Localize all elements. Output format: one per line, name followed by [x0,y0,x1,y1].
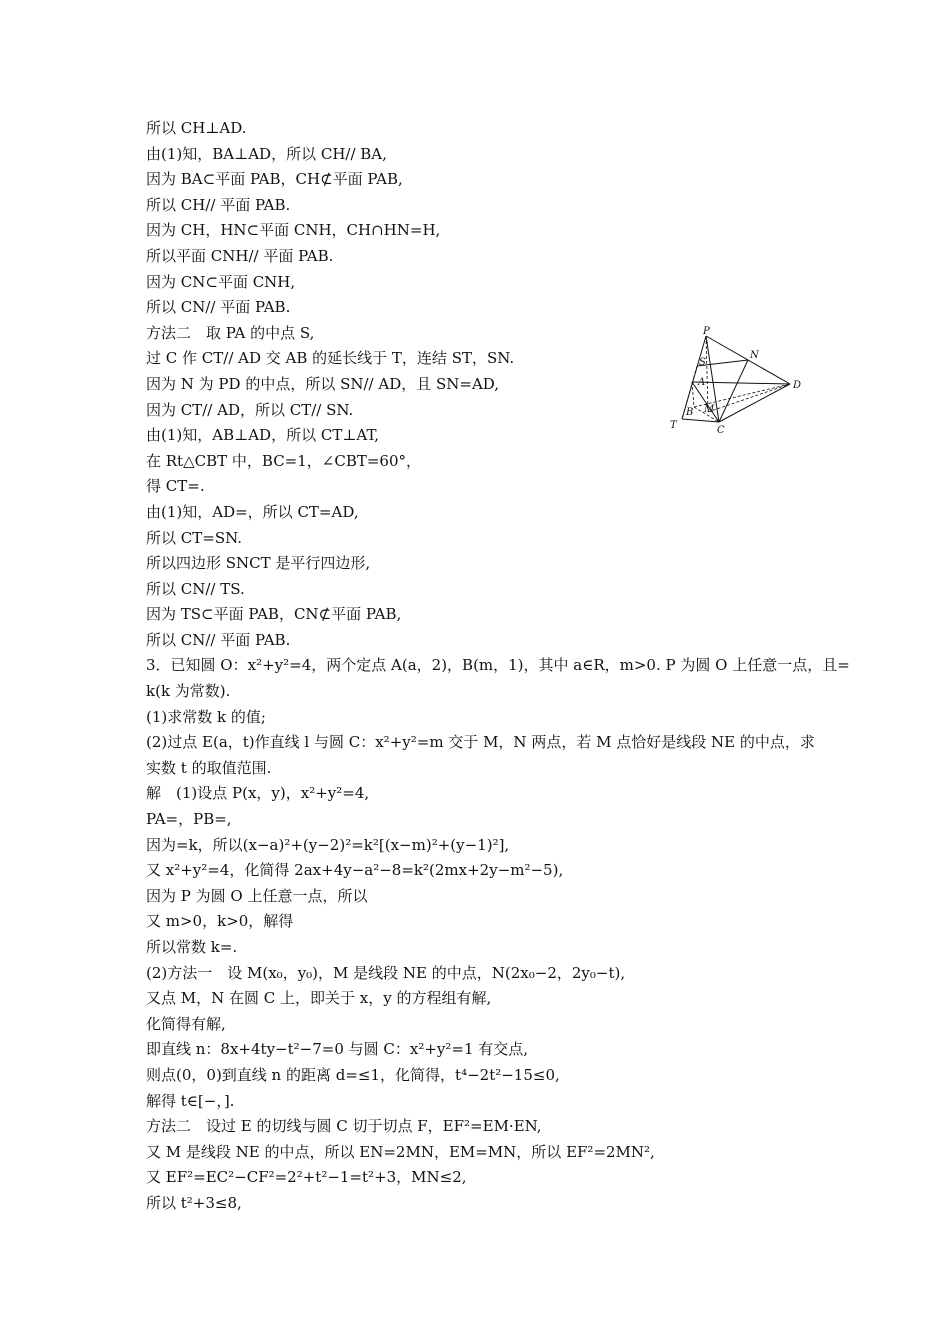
label-N: N [750,350,759,361]
text-line: 因为=k，所以(x−a)²+(y−2)²=k²[(x−m)²+(y−1)²], [146,835,510,854]
text-line: 因为 CH，HN⊂平面 CNH，CH∩HN=H, [146,221,441,240]
text-line: k(k 为常数). [146,682,231,701]
text-line: 因为 CT// AD，所以 CT// SN. [146,400,354,419]
text-line: PA=，PB=, [146,810,232,829]
label-B: B [686,407,694,418]
text-line: 在 Rt△CBT 中，BC=1，∠CBT=60°， [146,451,422,470]
text-line: 得 CT=. [146,477,205,496]
text-line: 因为 BA⊂平面 PAB，CH⊄平面 PAB, [146,170,403,189]
text-line: 方法二 设过 E 的切线与圆 C 切于切点 F，EF²=EM·EN, [146,1117,542,1136]
text-line: (2)过点 E(a，t)作直线 l 与圆 C：x²+y²=m 交于 M，N 两点，若 M 点恰好是线段 NE 的中点，求 [146,733,815,752]
pyramid-figure [664,322,814,437]
label-D: D [793,380,802,391]
label-C: C [717,425,725,436]
text-line: 所以 CH⊥AD. [146,119,247,137]
label-S: S [699,357,706,368]
text-line: 方法二 取 PA 的中点 S, [146,323,315,342]
text-line: 因为 N 为 PD 的中点，所以 SN// AD，且 SN=AD, [146,374,500,393]
text-line: 所以常数 k=. [146,938,238,956]
text-line: 则点(0，0)到直线 n 的距离 d=≤1，化简得，t⁴−2t²−15≤0, [146,1065,560,1084]
problem-3-statement: 3．已知圆 O：x²+y²=4，两个定点 A(a，2)，B(m，1)，其中 a∈R，m>0. P 为圆 O 上任意一点，且= [146,656,850,675]
text-line: 又 x²+y²=4，化简得 2ax+4y−a²−8=k²(2mx+2y−m²−5), [146,861,564,880]
text-line: 解 (1)设点 P(x，y)，x²+y²=4, [146,784,370,803]
text-line: 由(1)知，AD=，所以 CT=AD, [146,502,359,521]
text-line: 实数 t 的取值范围. [146,758,272,777]
text-line: 因为 CN⊂平面 CNH, [146,272,296,291]
text-line: 所以 CN// 平面 PAB. [146,298,291,317]
text-line: 又点 M，N 在圆 C 上，即关于 x，y 的方程组有解, [146,989,492,1008]
text-line: 所以平面 CNH// 平面 PAB. [146,246,334,265]
text-line: 即直线 n：8x+4ty−t²−7=0 与圆 C：x²+y²=1 有交点, [146,1040,529,1059]
text-line: 又 M 是线段 NE 的中点，所以 EN=2MN，EM=MN，所以 EF²=2MN², [146,1142,655,1161]
text-line: 由(1)知，BA⊥AD，所以 CH// BA, [146,144,387,163]
text-line: 由(1)知，AB⊥AD，所以 CT⊥AT, [146,426,380,445]
label-P: P [703,326,710,337]
label-T: T [670,420,677,431]
label-M: M [704,404,715,415]
text-line: 因为 P 为圆 O 上任意一点，所以 [146,886,368,905]
text-line: 化简得有解, [146,1014,226,1033]
text-line: 又 m>0，k>0，解得 [146,912,294,931]
text-line: 所以 CN// 平面 PAB. [146,630,291,649]
text-line: (2)方法一 设 M(x₀，y₀)，M 是线段 NE 的中点，N(2x₀−2，2y₀−t), [146,963,626,982]
text-line: 又 EF²=EC²−CF²=2²+t²−1=t²+3，MN≤2, [146,1168,467,1187]
text-line: 所以 t²+3≤8, [146,1193,242,1212]
text-line: 所以 CH// 平面 PAB. [146,195,291,214]
pyramid-diagram [664,322,814,437]
text-line: 解得 t∈[−，]. [146,1091,235,1110]
text-line: 所以 CT=SN. [146,528,243,547]
text-line: (1)求常数 k 的值; [146,707,266,726]
text-line: 所以四边形 SNCT 是平行四边形, [146,554,371,573]
text-line: 所以 CN// TS. [146,579,245,598]
text-line: 过 C 作 CT// AD 交 AB 的延长线于 T，连结 ST，SN. [146,349,515,368]
text-line: 因为 TS⊂平面 PAB，CN⊄平面 PAB, [146,605,402,624]
label-A: A [698,377,706,388]
text-body [146,116,850,1217]
